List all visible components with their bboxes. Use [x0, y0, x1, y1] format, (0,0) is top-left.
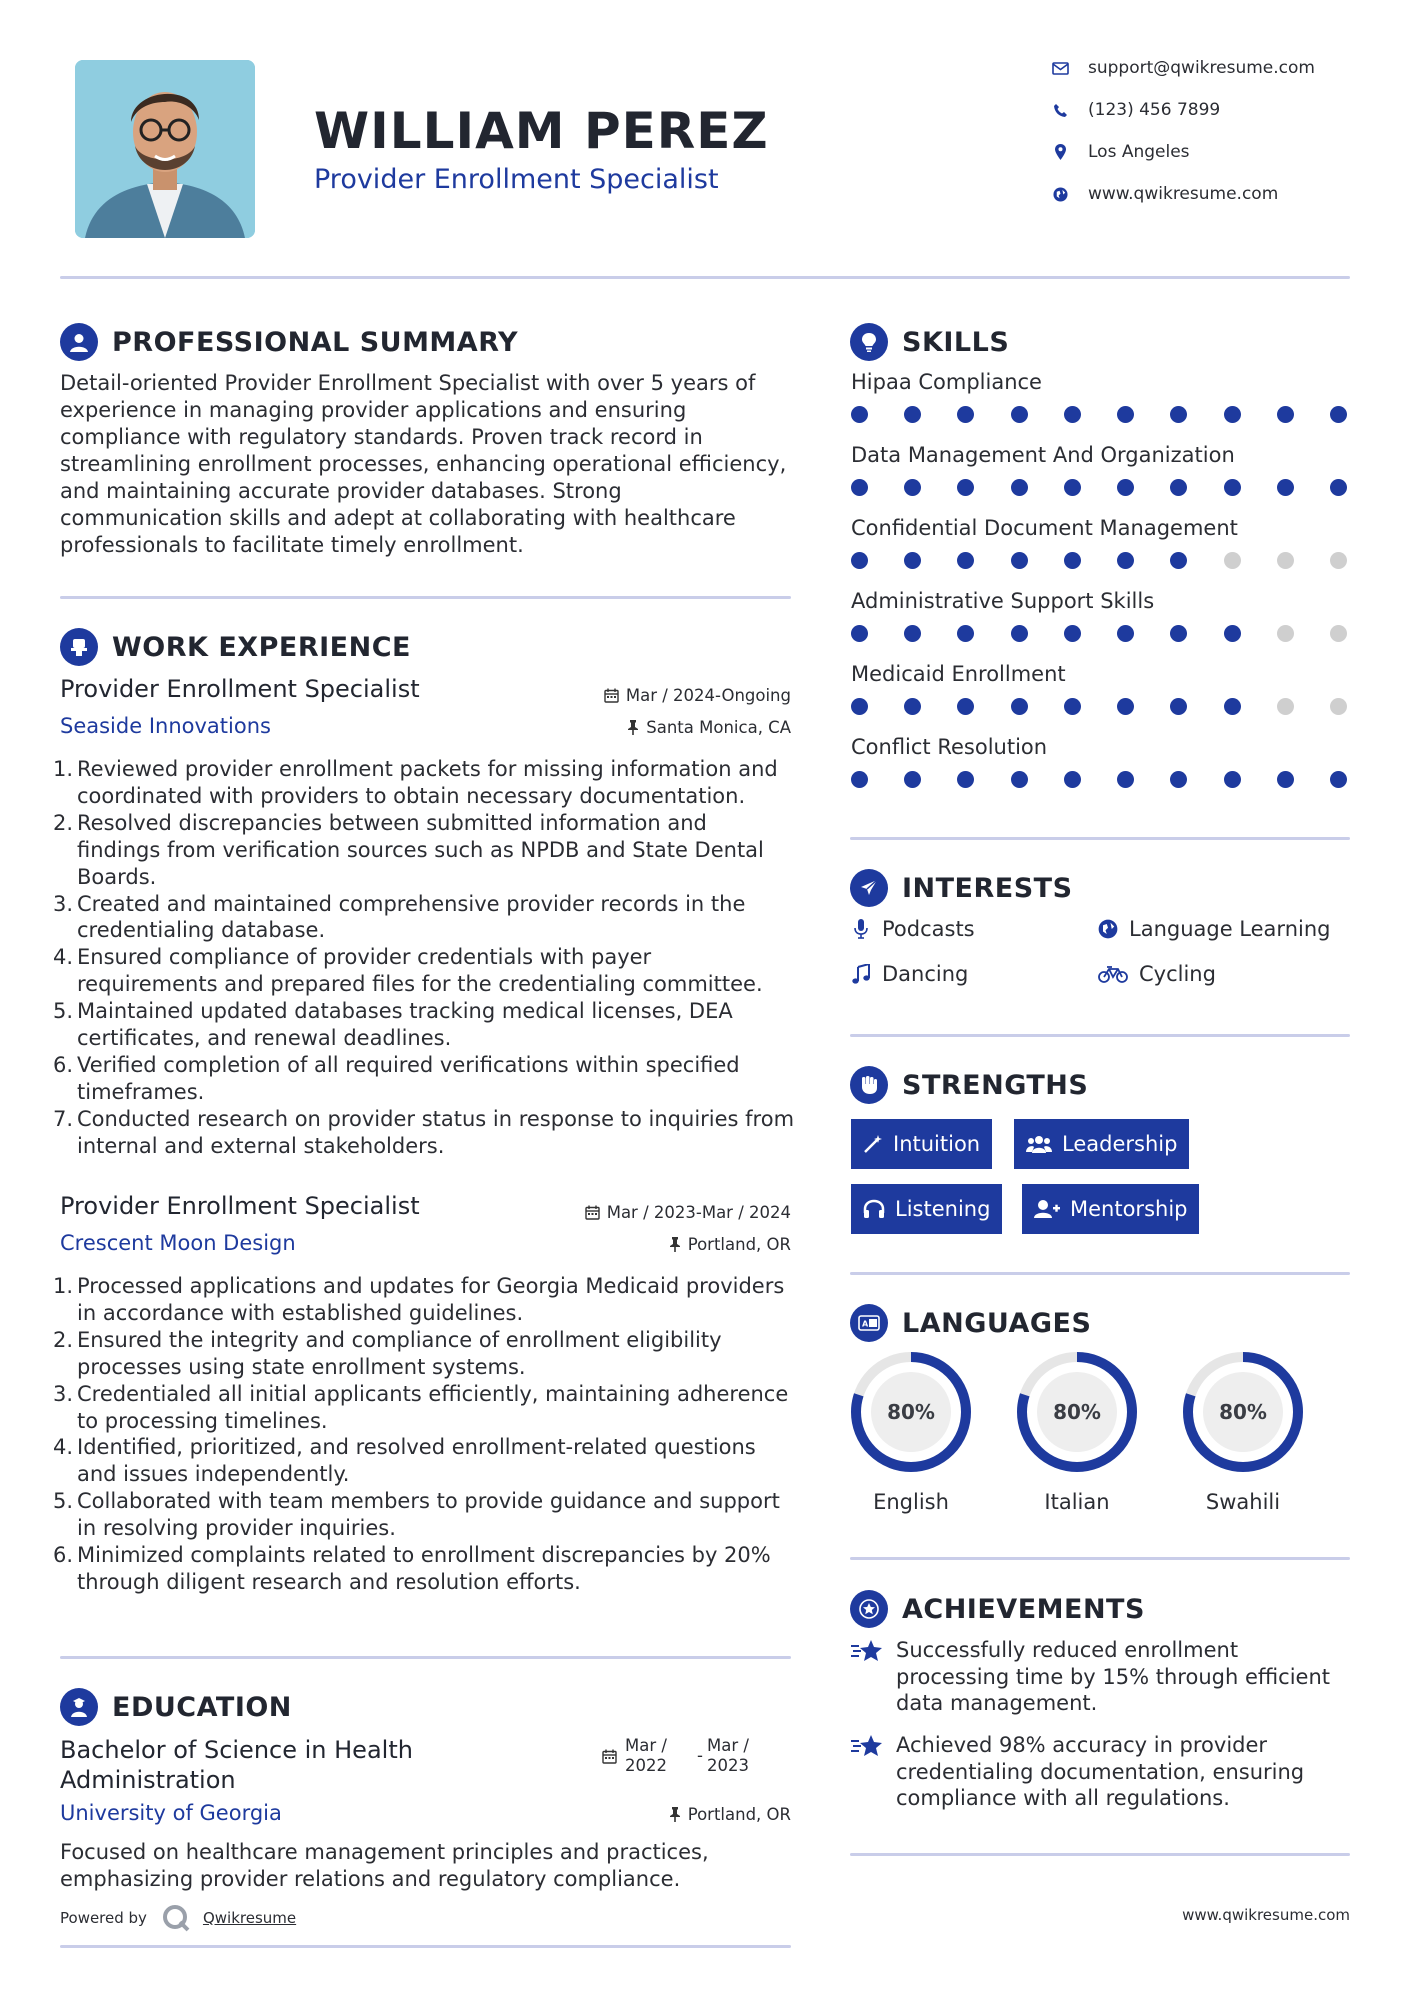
- rating-dot-filled: [1277, 771, 1294, 788]
- duty-item: 7. Conducted research on provider status in response to inquiries from internal and external stakeholders.: [53, 1106, 795, 1158]
- globe-icon: [1097, 918, 1119, 940]
- rating-dot-filled: [1224, 406, 1241, 423]
- lightbulb-icon: [850, 323, 888, 361]
- education-title: EDUCATION: [112, 1691, 292, 1723]
- strength-listening: Listening: [851, 1184, 1002, 1234]
- duty-item: 2. Ensured the integrity and compliance of enrollment eligibility processes using state enrollment systems.: [53, 1327, 722, 1379]
- duty-number: 4.: [53, 1435, 74, 1460]
- job-1-location: Santa Monica, CA: [560, 718, 791, 737]
- job-2-location: Portland, OR: [560, 1235, 791, 1254]
- rating-dot-filled: [1277, 479, 1294, 496]
- pushpin-icon: [669, 1807, 681, 1822]
- skill-name: Administrative Support Skills: [851, 589, 1155, 613]
- languages-title: LANGUAGES: [902, 1307, 1092, 1339]
- rating-dot-filled: [1011, 625, 1028, 642]
- achievements-title: ACHIEVEMENTS: [902, 1593, 1145, 1625]
- rating-dot-filled: [957, 625, 974, 642]
- languages-list: [849, 1350, 1305, 1514]
- duty-number: 5.: [53, 1489, 74, 1514]
- skill-item: [851, 735, 1351, 808]
- rating-dot-filled: [1330, 406, 1347, 423]
- star-badge-icon: [850, 1590, 888, 1628]
- raised-fist-icon: [850, 1066, 888, 1104]
- music-note-icon: [850, 963, 872, 985]
- rating-dot-filled: [1011, 406, 1028, 423]
- rating-dot-empty: [1224, 552, 1241, 569]
- job-1-date: Mar / 2024-Ongoing: [560, 686, 791, 705]
- job-2-title: Provider Enrollment Specialist: [60, 1192, 420, 1220]
- rating-dot-filled: [851, 406, 868, 423]
- rating-dot-empty: [1277, 625, 1294, 642]
- duty-item: 5. Maintained updated databases tracking medical licenses, DEA certificates, and renewal deadlines.: [53, 999, 733, 1051]
- user-plus-icon: [1034, 1199, 1060, 1219]
- skill-item: [851, 662, 1351, 735]
- rating-dot-filled: [1224, 771, 1241, 788]
- skills-header: [850, 323, 1009, 361]
- rating-dot-empty: [1277, 552, 1294, 569]
- rating-dot-filled: [957, 771, 974, 788]
- profile-photo: [75, 60, 255, 238]
- rating-dot-filled: [1170, 552, 1187, 569]
- summary-title: PROFESSIONAL SUMMARY: [112, 326, 519, 358]
- education-location: Portland, OR: [560, 1805, 791, 1824]
- user-icon: [60, 323, 98, 361]
- job-2-duties: [53, 1273, 798, 1596]
- rating-dot-filled: [1117, 771, 1134, 788]
- education-header: [60, 1688, 292, 1726]
- skill-rating: [851, 698, 1347, 715]
- rating-dot-filled: [1170, 771, 1187, 788]
- language-name: English: [873, 1490, 949, 1514]
- strength-mentorship: Mentorship: [1022, 1184, 1199, 1234]
- achievement-item: Successfully reduced enrollment processing time by 15% through efficient data management.: [850, 1637, 1350, 1717]
- job-2-company: Crescent Moon Design: [60, 1231, 296, 1255]
- svg-text:A: A: [862, 1319, 869, 1329]
- powered-by: Powered by Qwikresume: [60, 1903, 296, 1933]
- language-item: [1015, 1350, 1139, 1514]
- contact-location: Los Angeles: [1050, 142, 1190, 162]
- duty-number: 1.: [53, 757, 74, 781]
- skills-title: SKILLS: [902, 326, 1010, 358]
- rating-dot-filled: [1224, 698, 1241, 715]
- rating-dot-filled: [1117, 625, 1134, 642]
- duty-number: 5.: [53, 999, 74, 1024]
- duty-item: 1. Processed applications and updates for Georgia Medicaid providers in accordance with established guidelines.: [53, 1274, 785, 1325]
- shooting-star-icon: [850, 1637, 884, 1717]
- rating-dot-empty: [1330, 625, 1347, 642]
- rating-dot-filled: [1224, 625, 1241, 642]
- work-divider: [60, 1656, 791, 1659]
- duty-item: 1. Reviewed provider enrollment packets for missing information and coordinated with providers to obtain necessary documentation.: [53, 757, 778, 808]
- languages-header: [850, 1304, 1091, 1342]
- phone-icon: [1050, 100, 1070, 120]
- contact-email[interactable]: support@qwikresume.com: [1050, 58, 1315, 78]
- rating-dot-filled: [1064, 771, 1081, 788]
- degree: Bachelor of Science in Health Administration: [60, 1736, 413, 1794]
- interest-language-learning: Language Learning: [1097, 917, 1330, 941]
- summary-header: [60, 323, 518, 361]
- rating-dot-filled: [1064, 479, 1081, 496]
- duty-number: 3.: [53, 891, 74, 916]
- language-ring: [1015, 1350, 1139, 1474]
- qwikresume-logo-icon: [161, 1903, 191, 1933]
- skills-divider: [850, 837, 1350, 840]
- school-name: University of Georgia: [60, 1801, 282, 1825]
- duty-item: 2. Resolved discrepancies between submitted information and findings from verification sources such as NPDB and State Dental Boards.: [53, 810, 764, 889]
- skill-name: Medicaid Enrollment: [851, 662, 1066, 686]
- duty-number: 6.: [53, 1543, 74, 1568]
- rating-dot-empty: [1330, 552, 1347, 569]
- strength-leadership: Leadership: [1014, 1119, 1189, 1169]
- magic-wand-icon: [863, 1134, 883, 1154]
- rating-dot-filled: [904, 552, 921, 569]
- duty-number: 3.: [53, 1381, 74, 1406]
- skill-rating: [851, 406, 1347, 423]
- rating-dot-filled: [851, 625, 868, 642]
- job-1-title: Provider Enrollment Specialist: [60, 675, 420, 703]
- strength-intuition: Intuition: [851, 1119, 992, 1169]
- rating-dot-filled: [1170, 625, 1187, 642]
- rating-dot-filled: [957, 698, 974, 715]
- footer-website[interactable]: www.qwikresume.com: [1182, 1906, 1350, 1924]
- job-1-duties: [53, 756, 798, 1160]
- candidate-name: WILLIAM PEREZ: [314, 102, 769, 160]
- rating-dot-filled: [1117, 552, 1134, 569]
- education-divider: [60, 1945, 791, 1948]
- paper-plane-icon: [850, 869, 888, 907]
- rating-dot-filled: [904, 698, 921, 715]
- header-divider: [60, 276, 1350, 279]
- rating-dot-filled: [957, 479, 974, 496]
- rating-dot-filled: [1330, 479, 1347, 496]
- calendar-icon: [602, 1749, 617, 1764]
- map-pin-icon: [1050, 142, 1070, 162]
- skill-name: Data Management And Organization: [851, 443, 1235, 467]
- language-name: Swahili: [1205, 1490, 1281, 1514]
- job-2-date: Mar / 2023-Mar / 2024: [540, 1203, 791, 1222]
- language-icon: [850, 1304, 888, 1342]
- skill-name: Confidential Document Management: [851, 516, 1238, 540]
- interest-cycling: Cycling: [1097, 962, 1216, 986]
- duty-number: 2.: [53, 810, 74, 835]
- calendar-icon: [604, 688, 619, 703]
- duty-number: 7.: [53, 1106, 74, 1131]
- pushpin-icon: [627, 720, 639, 735]
- interests-title: INTERESTS: [902, 872, 1073, 904]
- work-header: [60, 628, 411, 666]
- language-item: [849, 1350, 973, 1514]
- rating-dot-empty: [1277, 698, 1294, 715]
- skill-item: [851, 443, 1351, 516]
- candidate-role: Provider Enrollment Specialist: [314, 164, 719, 195]
- duty-item: 6. Verified completion of all required verifications within specified timeframes.: [53, 1052, 740, 1104]
- strengths-divider: [850, 1272, 1350, 1275]
- headphones-icon: [863, 1199, 885, 1219]
- achievements-divider: [850, 1853, 1350, 1856]
- rating-dot-filled: [1011, 698, 1028, 715]
- briefcase-icon: [60, 628, 98, 666]
- shooting-star-icon: [850, 1732, 884, 1812]
- education-description: Focused on healthcare management principles and practices, emphasizing provider relations and regulatory compliance.: [60, 1840, 709, 1891]
- summary-text: Detail-oriented Provider Enrollment Specialist with over 5 years of experience in managing provider applications and ensuring compliance with regulatory standards. Proven track record in streamlining enrollment processes, enhancing operational efficiency, and maintaining accurate provider databases. Strong communication skills and adept at collaborating with healthcare professionals to facilitate timely enrollment.: [60, 371, 787, 557]
- interest-podcasts: Podcasts: [850, 917, 975, 941]
- rating-dot-filled: [1170, 698, 1187, 715]
- calendar-icon: [585, 1205, 600, 1220]
- skill-item: [851, 516, 1351, 589]
- rating-dot-filled: [1170, 406, 1187, 423]
- duty-item: 4. Identified, prioritized, and resolved enrollment-related questions and issues independently.: [53, 1435, 756, 1487]
- language-ring: [849, 1350, 973, 1474]
- rating-dot-filled: [957, 552, 974, 569]
- skill-item: [851, 370, 1351, 443]
- contact-phone[interactable]: (123) 456 7899: [1050, 100, 1220, 120]
- rating-dot-filled: [904, 771, 921, 788]
- rating-dot-filled: [851, 552, 868, 569]
- duty-number: 4.: [53, 945, 74, 970]
- skill-rating: [851, 479, 1347, 496]
- rating-dot-empty: [1330, 698, 1347, 715]
- bicycle-icon: [1097, 963, 1129, 985]
- duty-item: 4. Ensured compliance of provider credentials with payer requirements and prepared files for the credentialing committee.: [53, 945, 763, 997]
- duty-item: 5. Collaborated with team members to provide guidance and support in resolving provider inquiries.: [53, 1489, 780, 1541]
- skill-rating: [851, 625, 1347, 642]
- qwikresume-link[interactable]: Qwikresume: [202, 1909, 297, 1927]
- strengths-title: STRENGTHS: [902, 1069, 1089, 1101]
- languages-divider: [850, 1557, 1350, 1560]
- rating-dot-filled: [1277, 406, 1294, 423]
- rating-dot-filled: [851, 771, 868, 788]
- achievements-header: [850, 1590, 1145, 1628]
- rating-dot-filled: [1224, 479, 1241, 496]
- interests-header: [850, 869, 1073, 907]
- rating-dot-filled: [1064, 406, 1081, 423]
- education-date: Mar / 2022 - Mar / 2023: [602, 1736, 749, 1776]
- rating-dot-filled: [851, 479, 868, 496]
- skill-item: [851, 589, 1351, 662]
- users-icon: [1026, 1134, 1052, 1154]
- rating-dot-filled: [904, 479, 921, 496]
- strengths-header: [850, 1066, 1088, 1104]
- duty-item: 6. Minimized complaints related to enrollment discrepancies by 20% through diligent research and resolution efforts.: [53, 1543, 771, 1594]
- rating-dot-filled: [1064, 625, 1081, 642]
- duty-number: 1.: [53, 1274, 74, 1298]
- skill-rating: [851, 771, 1347, 788]
- rating-dot-filled: [1170, 479, 1187, 496]
- rating-dot-filled: [1117, 698, 1134, 715]
- skills-list: [851, 370, 1351, 808]
- rating-dot-filled: [1330, 771, 1347, 788]
- rating-dot-filled: [1064, 698, 1081, 715]
- rating-dot-filled: [904, 625, 921, 642]
- language-name: Italian: [1044, 1490, 1110, 1514]
- job-1-company: Seaside Innovations: [60, 714, 271, 738]
- rating-dot-filled: [1011, 479, 1028, 496]
- achievement-item: Achieved 98% accuracy in provider credentialing documentation, ensuring compliance with all regulations.: [850, 1732, 1350, 1812]
- rating-dot-filled: [851, 698, 868, 715]
- contact-website[interactable]: www.qwikresume.com: [1050, 184, 1278, 204]
- microphone-icon: [850, 918, 872, 940]
- summary-divider: [60, 596, 791, 599]
- rating-dot-filled: [1117, 479, 1134, 496]
- language-ring: [1181, 1350, 1305, 1474]
- duty-number: 2.: [53, 1327, 74, 1352]
- skill-name: Hipaa Compliance: [851, 370, 1042, 394]
- duty-number: 6.: [53, 1052, 74, 1077]
- rating-dot-filled: [1064, 552, 1081, 569]
- work-title: WORK EXPERIENCE: [112, 631, 411, 663]
- pushpin-icon: [669, 1237, 681, 1252]
- duty-item: 3. Created and maintained comprehensive provider records in the credentialing database.: [53, 891, 746, 943]
- graduation-icon: [60, 1688, 98, 1726]
- language-item: [1181, 1350, 1305, 1514]
- interest-dancing: Dancing: [850, 962, 968, 986]
- skill-name: Conflict Resolution: [851, 735, 1048, 759]
- rating-dot-filled: [1011, 771, 1028, 788]
- rating-dot-filled: [904, 406, 921, 423]
- globe-icon: [1050, 184, 1070, 204]
- ring-percent-label: 80%: [1053, 1400, 1101, 1424]
- duty-item: 3. Credentialed all initial applicants efficiently, maintaining adherence to processing timelines.: [53, 1381, 789, 1433]
- envelope-icon: [1050, 58, 1070, 78]
- ring-percent-label: 80%: [887, 1400, 935, 1424]
- ring-percent-label: 80%: [1219, 1400, 1267, 1424]
- rating-dot-filled: [1117, 406, 1134, 423]
- skill-rating: [851, 552, 1347, 569]
- rating-dot-filled: [1011, 552, 1028, 569]
- interests-divider: [850, 1034, 1350, 1037]
- rating-dot-filled: [957, 406, 974, 423]
